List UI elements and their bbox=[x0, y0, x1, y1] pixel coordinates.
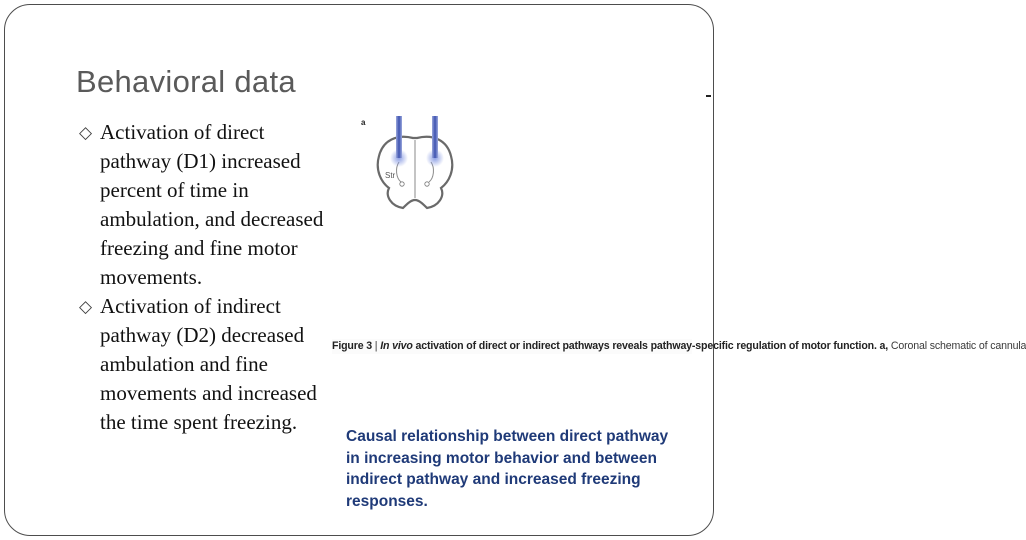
bullet-icon: ◇ bbox=[79, 123, 93, 142]
caption-italic: In vivo bbox=[380, 340, 413, 352]
caption-line-1 bbox=[332, 339, 1026, 354]
figure-caption bbox=[332, 339, 1026, 354]
left-cannula bbox=[396, 116, 402, 158]
right-cannula bbox=[432, 116, 438, 158]
slide-title: Behavioral data bbox=[76, 64, 296, 99]
bullet-text: Activation of indirect pathway (D2) decreased ambulation and fine movements and increased the time spent freezing. bbox=[100, 294, 317, 434]
title-rule bbox=[706, 95, 711, 97]
caption-separator: | bbox=[372, 340, 381, 352]
caption-panel-ref: a, bbox=[876, 340, 889, 352]
figure-number: Figure 3 bbox=[332, 340, 373, 352]
coronal-schematic-figure bbox=[355, 112, 475, 222]
summary-text: Causal relationship between direct pathway in increasing motor behavior and between indirect pathway and increased freezing responses. bbox=[346, 428, 669, 510]
bullet-item-indirect-pathway bbox=[78, 292, 328, 437]
bullet-item-direct-pathway bbox=[78, 118, 328, 292]
striatum-label: Str bbox=[385, 171, 396, 180]
caption-plain: Coronal schematic of cannula bbox=[888, 340, 1026, 352]
bullet-icon: ◇ bbox=[79, 297, 93, 316]
bullet-text: Activation of direct pathway (D1) increased percent of time in ambulation, and decreased freezing and fine motor movements. bbox=[100, 120, 324, 289]
bullet-list bbox=[78, 118, 328, 437]
caption-bold: activation of direct or indirect pathways reveals pathway-specific regulation of motor function. bbox=[412, 340, 877, 352]
figure-panel-label: a bbox=[361, 118, 366, 127]
